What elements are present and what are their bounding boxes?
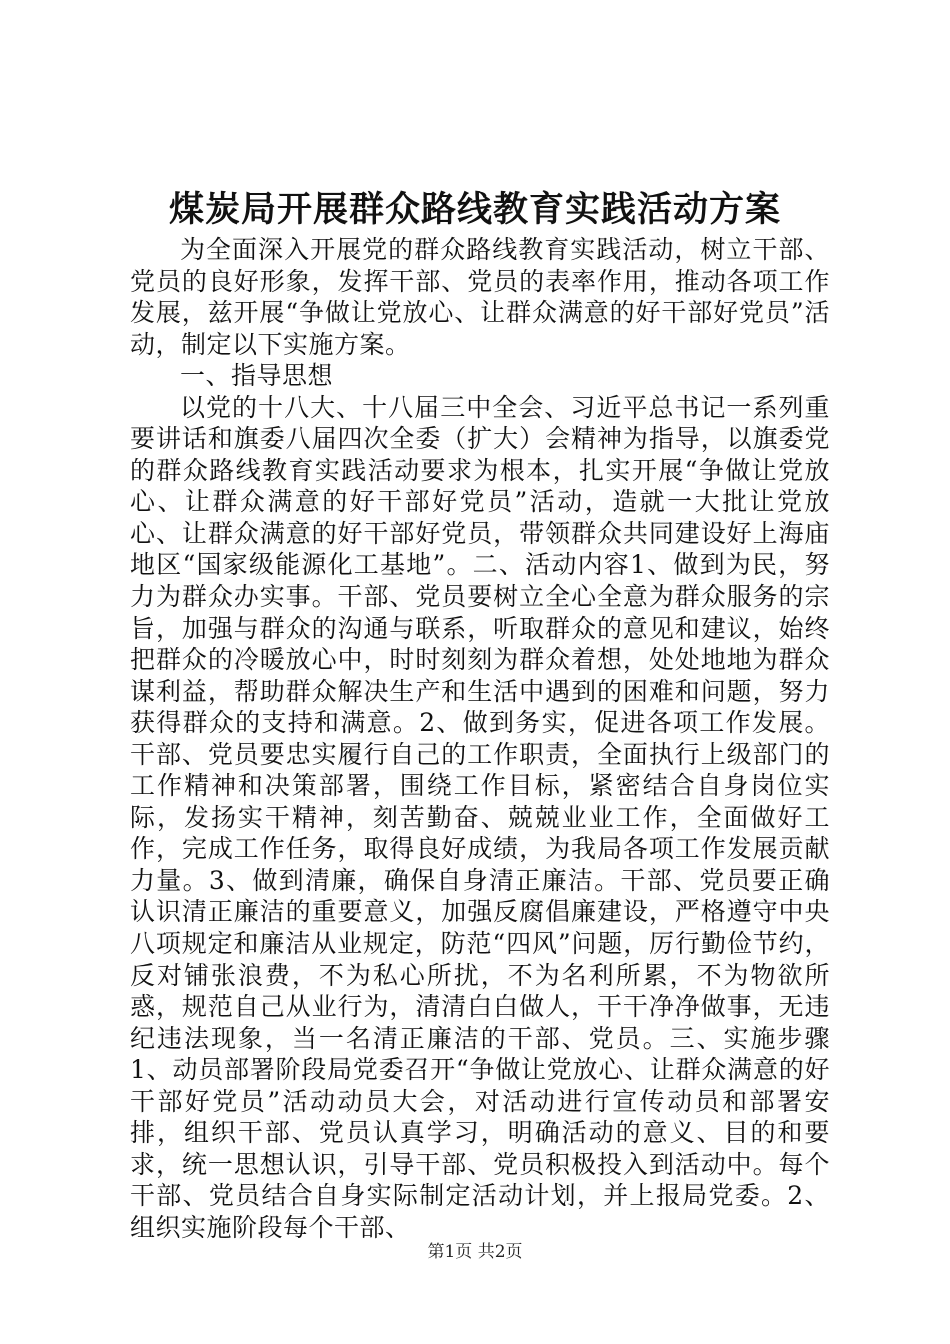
document-title: 煤炭局开展群众路线教育实践活动方案 [168, 190, 781, 230]
body-paragraph: 以党的十八大、十八届三中全会、习近平总书记一系列重要讲话和旗委八届四次全委（扩大）会精神为指导，以旗委党的群众路线教育实践活动要求为根本，扎实开展“争做让党放心、让群众满意的好干部好党员”活动，造就一大批让党放心、让群众满意的好干部好党员，带领群众共同建设好上海庙地区“国家级能源化工基地”。二、活动内容1、做到为民，努力为群众办实事。干部、党员要树立全心全意为群众服务的宗旨，加强与群众的沟通与联系，听取群众的意见和建议，始终把群众的冷暖放心中，时时刻刻为群众着想，处处地地为群众谋利益，帮助群众解决生产和生活中遇到的困难和问题，努力获得群众的支持和满意。2、做到务实，促进各项工作发展。干部、党员要忠实履行自己的工作职责，全面执行上级部门的工作精神和决策部署，围绕工作目标，紧密结合自身岗位实际，发扬实干精神，刻苦勤奋、兢兢业业工作，全面做好工作，完成工作任务，取得良好成绩，为我局各项工作发展贡献力量。3、做到清廉，确保自身清正廉洁。干部、党员要正确认识清正廉洁的重要意义，加强反腐倡廉建设，严格遵守中央八项规定和廉洁从业规定，防范“四风”问题，厉行勤俭节约，反对铺张浪费，不为私心所扰，不为名利所累，不为物欲所惑，规范自己从业行为，清清白白做人，干干净净做事，无违纪违法现象，当一名清正廉洁的干部、党员。三、实施步骤1、动员部署阶段局党委召开“争做让党放心、让群众满意的好干部好党员”活动动员大会，对活动进行宣传动员和部署安排，组织干部、党员认真学习，明确活动的意义、目的和要求，统一思想认识，引导干部、党员积极投入到活动中。每个干部、党员结合自身实际制定活动计划，并上报局党委。2、组织实施阶段每个干部、 [130, 392, 830, 1242]
page-number-footer: 第1页 共2页 [427, 1242, 523, 1262]
document-body [130, 234, 830, 1244]
intro-paragraph: 为全面深入开展党的群众路线教育实践活动，树立干部、党员的良好形象，发挥干部、党员的表率作用，推动各项工作发展，兹开展“争做让党放心、让群众满意的好干部好党员”活动，制定以下实施方案。 [130, 235, 830, 359]
section-heading-guiding-ideology: 一、指导思想 [180, 361, 334, 391]
